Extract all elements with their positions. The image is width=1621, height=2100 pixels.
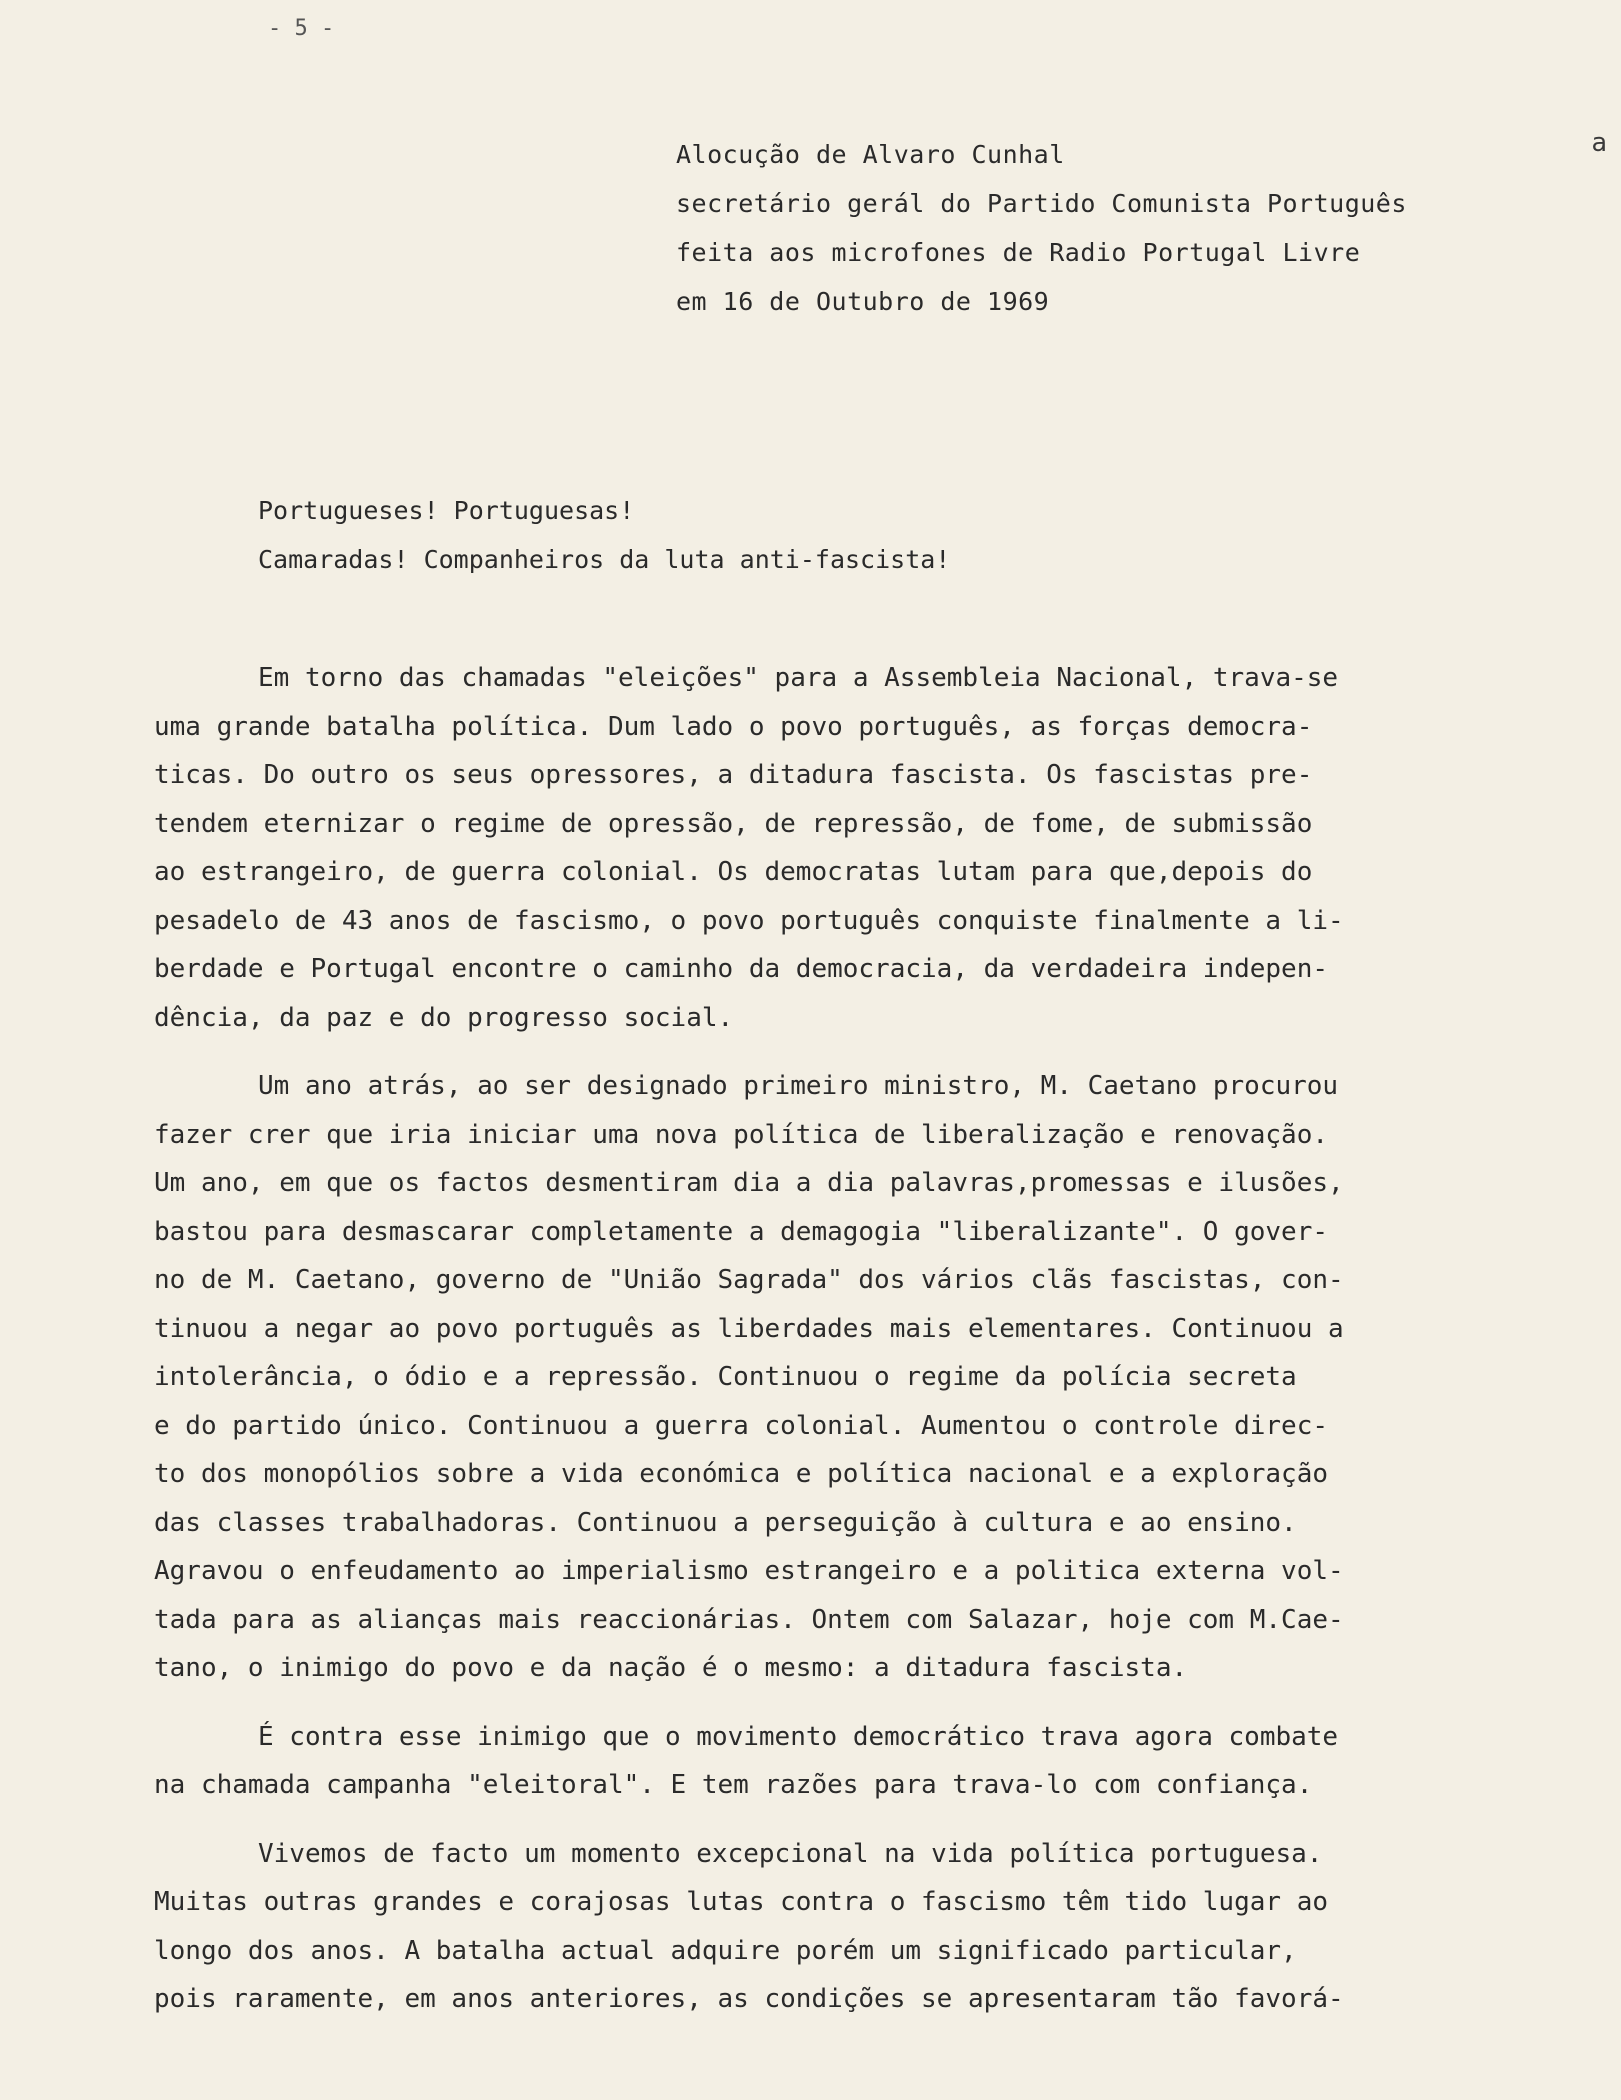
text-line: to dos monopólios sobre a vida económica e política nacional e a exploração [154,1459,1328,1489]
header-line: feita aos microfones de Radio Portugal Livre [676,238,1361,267]
text-line: fazer crer que iria iniciar uma nova política de liberalização e renovação. [154,1119,1328,1150]
paragraph [154,654,1554,1042]
greeting-line: Portugueses! Portuguesas! [258,496,635,525]
text-line: Um ano atrás, ao ser designado primeiro ministro, M. Caetano procurou [258,1071,1339,1101]
text-line: Muitas outras grandes e corajosas lutas contra o fascismo têm tido lugar ao [154,1887,1328,1917]
text-line: uma grande batalha política. Dum lado o povo português, as forças democra- [154,711,1313,742]
text-line: tada para as alianças mais reaccionárias. Ontem com Salazar, hoje com M.Cae- [154,1604,1344,1635]
text-line: longo dos anos. A batalha actual adquire porém um significado particular, [154,1935,1297,1966]
text-line: ao estrangeiro, de guerra colonial. Os democratas lutam para que,depois do [154,857,1313,887]
text-line: berdade e Portugal encontre o caminho da democracia, da verdadeira indepen- [154,954,1328,984]
text-line: tendem eternizar o regime de opressão, de repressão, de fome, de submissão [154,808,1313,839]
text-line: pois raramente, em anos anteriores, as condições se apresentaram tão favorá- [154,1984,1344,2014]
header-line: Alocução de Alvaro Cunhal [676,140,1065,169]
margin-annotation: a [1591,128,1607,158]
page-number: - 5 - [268,16,335,41]
text-line: Agravou o enfeudamento ao imperialismo estrangeiro e a politica externa vol- [154,1556,1344,1586]
document-header [676,130,1407,326]
text-line: pesadelo de 43 anos de fascismo, o povo português conquiste finalmente a li- [154,905,1344,936]
text-line: Um ano, em que os factos desmentiram dia a dia palavras,promessas e ilusões, [154,1168,1344,1198]
text-line: bastou para desmascarar completamente a demagogia "liberalizante". O gover- [154,1216,1328,1247]
document-body [154,654,1554,2044]
paragraph [154,1062,1554,1693]
text-line: É contra esse inimigo que o movimento democrático trava agora combate [258,1721,1339,1752]
text-line: na chamada campanha "eleitoral". E tem razões para trava-lo com confiança. [154,1770,1313,1800]
text-line: tano, o inimigo do povo e da nação é o mesmo: a ditadura fascista. [154,1653,1188,1683]
paragraph [154,1713,1554,1810]
text-line: no de M. Caetano, governo de "União Sagrada" dos vários clãs fascistas, con- [154,1265,1344,1295]
text-line: das classes trabalhadoras. Continuou a perseguição à cultura e ao ensino. [154,1507,1297,1538]
greeting-line: Camaradas! Companheiros da luta anti-fascista! [258,545,951,574]
header-line: secretário gerál do Partido Comunista Português [676,189,1407,218]
text-line: intolerância, o ódio e a repressão. Continuou o regime da polícia secreta [154,1362,1297,1392]
greeting [258,486,950,584]
text-line: tinuou a negar ao povo português as liberdades mais elementares. Continuou a [154,1313,1344,1344]
text-line: dência, da paz e do progresso social. [154,1002,734,1033]
text-line: e do partido único. Continuou a guerra colonial. Aumentou o controle direc- [154,1410,1328,1441]
text-line: ticas. Do outro os seus opressores, a ditadura fascista. Os fascistas pre- [154,760,1313,790]
text-line: Vivemos de facto um momento excepcional na vida política portuguesa. [258,1838,1323,1869]
text-line: Em torno das chamadas "eleições" para a Assembleia Nacional, trava-se [258,663,1339,693]
header-line: em 16 de Outubro de 1969 [676,287,1050,316]
paragraph [154,1830,1554,2024]
